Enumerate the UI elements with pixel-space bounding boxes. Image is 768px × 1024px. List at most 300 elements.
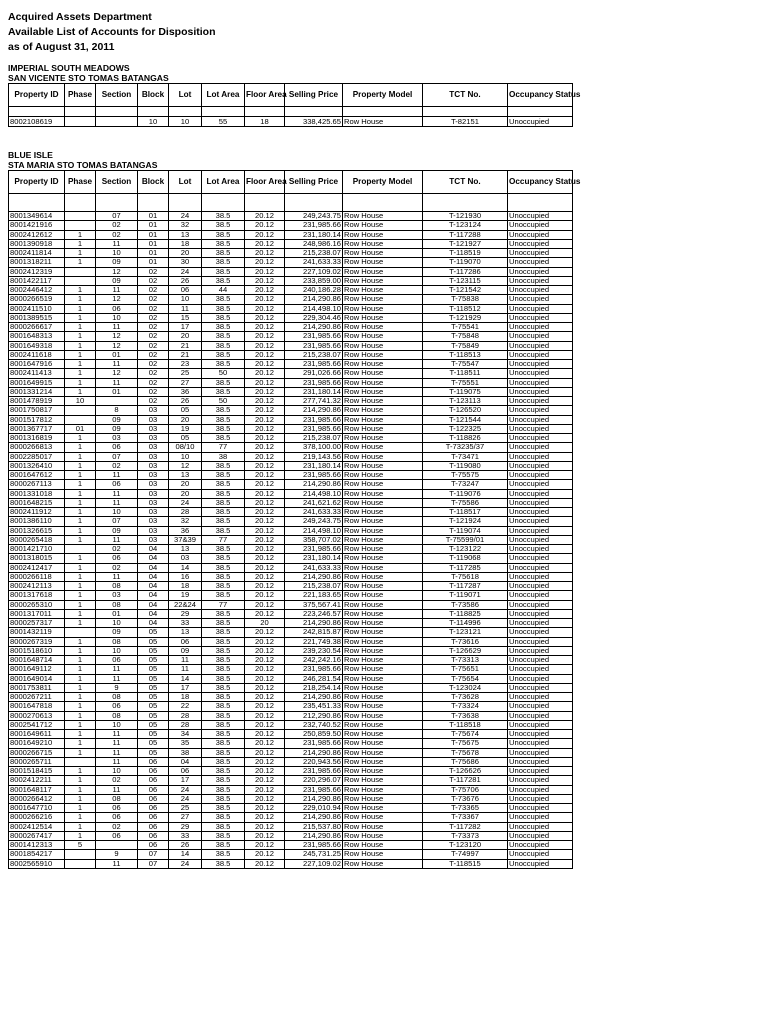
section-cell: 06	[96, 443, 138, 452]
selling-price-cell: 231,985.66	[285, 471, 343, 480]
occupancy-status-cell: Unoccupied	[508, 683, 573, 692]
lot-area-cell: 38.5	[202, 674, 245, 683]
property-model-cell: Row House	[343, 258, 423, 267]
property-model-cell: Row House	[343, 554, 423, 563]
property-id-cell: 8002411413	[9, 369, 65, 378]
table-row	[9, 526, 573, 535]
lot-cell: 04	[169, 757, 202, 766]
block-cell: 03	[138, 461, 169, 470]
occupancy-status-cell: Unoccupied	[508, 489, 573, 498]
lot-cell: 06	[169, 637, 202, 646]
section-cell: 12	[96, 332, 138, 341]
selling-price-cell: 233,859.00	[285, 276, 343, 285]
floor-area-cell: 20.12	[245, 730, 285, 739]
tct-no-cell: T-123122	[423, 545, 508, 554]
section-cell: 06	[96, 480, 138, 489]
floor-area-cell: 20.12	[245, 461, 285, 470]
block-cell: 06	[138, 767, 169, 776]
property-model-cell: Row House	[343, 591, 423, 600]
table-row	[9, 350, 573, 359]
floor-area-cell: 20.12	[245, 582, 285, 591]
section-cell: 09	[96, 276, 138, 285]
lot-area-cell: 38.5	[202, 813, 245, 822]
property-model-cell: Row House	[343, 304, 423, 313]
column-header-phase: Phase	[65, 171, 96, 194]
property-model-cell: Row House	[343, 757, 423, 766]
occupancy-status-cell: Unoccupied	[508, 785, 573, 794]
table-row	[9, 378, 573, 387]
blank-cell	[508, 194, 573, 212]
property-model-cell: Row House	[343, 239, 423, 248]
blank-cell	[285, 107, 343, 117]
table-row	[9, 767, 573, 776]
occupancy-status-cell: Unoccupied	[508, 258, 573, 267]
selling-price-cell: 231,985.66	[285, 378, 343, 387]
property-model-cell: Row House	[343, 609, 423, 618]
floor-area-cell: 20.12	[245, 591, 285, 600]
table-row	[9, 239, 573, 248]
table-row	[9, 720, 573, 729]
occupancy-status-cell: Unoccupied	[508, 748, 573, 757]
phase-cell: 1	[65, 350, 96, 359]
section-cell: 11	[96, 471, 138, 480]
section-cell: 07	[96, 212, 138, 221]
phase-cell: 1	[65, 498, 96, 507]
section-cell: 08	[96, 600, 138, 609]
property-model-cell: Row House	[343, 323, 423, 332]
block-cell: 04	[138, 563, 169, 572]
lot-cell: 20	[169, 480, 202, 489]
lot-cell: 03	[169, 554, 202, 563]
column-header-block: Block	[138, 171, 169, 194]
tct-no-cell: T-126520	[423, 406, 508, 415]
section-cell: 10	[96, 313, 138, 322]
occupancy-status-cell: Unoccupied	[508, 424, 573, 433]
lot-cell: 10	[169, 452, 202, 461]
phase-cell: 1	[65, 674, 96, 683]
selling-price-cell: 231,985.66	[285, 545, 343, 554]
section-location: STA MARIA STO TOMAS BATANGAS	[8, 160, 158, 170]
lot-cell: 06	[169, 286, 202, 295]
property-id-cell: 8001421710	[9, 545, 65, 554]
floor-area-cell: 20.12	[245, 387, 285, 396]
phase-cell: 1	[65, 822, 96, 831]
selling-price-cell: 241,621.62	[285, 498, 343, 507]
selling-price-cell: 241,633.33	[285, 563, 343, 572]
section-cell: 11	[96, 239, 138, 248]
block-cell: 05	[138, 665, 169, 674]
property-id-cell: 8001649112	[9, 665, 65, 674]
section-cell	[96, 117, 138, 127]
selling-price-cell: 221,749.38	[285, 637, 343, 646]
block-cell: 03	[138, 434, 169, 443]
selling-price-cell: 215,537.80	[285, 822, 343, 831]
phase-cell: 1	[65, 249, 96, 258]
selling-price-cell: 214,290.86	[285, 323, 343, 332]
selling-price-cell: 277,741.32	[285, 397, 343, 406]
selling-price-cell: 214,498.10	[285, 489, 343, 498]
tct-no-cell: T-123024	[423, 683, 508, 692]
lot-area-cell: 38.5	[202, 323, 245, 332]
tct-no-cell: T-118826	[423, 434, 508, 443]
block-cell: 03	[138, 489, 169, 498]
block-cell: 02	[138, 378, 169, 387]
section-cell: 02	[96, 545, 138, 554]
phase-cell: 1	[65, 600, 96, 609]
table-row	[9, 554, 573, 563]
column-header-lot-area: Lot Area	[202, 171, 245, 194]
tct-no-cell: T-75575	[423, 471, 508, 480]
property-model-cell: Row House	[343, 230, 423, 239]
occupancy-status-cell: Unoccupied	[508, 674, 573, 683]
property-model-cell: Row House	[343, 498, 423, 507]
block-cell: 05	[138, 628, 169, 637]
lot-area-cell: 38.5	[202, 212, 245, 221]
occupancy-status-cell: Unoccupied	[508, 323, 573, 332]
property-model-cell: Row House	[343, 415, 423, 424]
property-model-cell: Row House	[343, 535, 423, 544]
section-cell: 12	[96, 267, 138, 276]
property-model-cell: Row House	[343, 628, 423, 637]
section-cell: 10	[96, 720, 138, 729]
column-header-section: Section	[96, 84, 138, 107]
lot-area-cell: 38.5	[202, 517, 245, 526]
lot-cell: 20	[169, 332, 202, 341]
selling-price-cell: 231,180.14	[285, 461, 343, 470]
blank-cell	[9, 107, 65, 117]
block-cell: 03	[138, 406, 169, 415]
lot-cell: 24	[169, 859, 202, 868]
phase-cell: 1	[65, 443, 96, 452]
occupancy-status-cell: Unoccupied	[508, 545, 573, 554]
table-row	[9, 822, 573, 831]
selling-price-cell: 219,143.56	[285, 452, 343, 461]
lot-area-cell: 38.5	[202, 471, 245, 480]
property-model-cell: Row House	[343, 508, 423, 517]
lot-cell: 27	[169, 378, 202, 387]
floor-area-cell: 20.12	[245, 841, 285, 850]
table-row	[9, 674, 573, 683]
phase-cell: 1	[65, 609, 96, 618]
block-cell: 01	[138, 221, 169, 230]
lot-cell: 33	[169, 619, 202, 628]
property-model-cell: Row House	[343, 582, 423, 591]
property-id-cell: 8001518415	[9, 767, 65, 776]
block-cell: 02	[138, 397, 169, 406]
tct-no-cell: T-75675	[423, 739, 508, 748]
floor-area-cell: 20.12	[245, 313, 285, 322]
selling-price-cell: 227,109.02	[285, 859, 343, 868]
occupancy-status-cell: Unoccupied	[508, 831, 573, 840]
phase-cell: 1	[65, 295, 96, 304]
section-cell: 10	[96, 767, 138, 776]
tct-no-cell: T-75541	[423, 323, 508, 332]
tct-no-cell: T-75547	[423, 360, 508, 369]
lot-cell: 26	[169, 397, 202, 406]
selling-price-cell: 231,985.66	[285, 332, 343, 341]
occupancy-status-cell: Unoccupied	[508, 230, 573, 239]
lot-area-cell: 38.5	[202, 850, 245, 859]
lot-area-cell: 38.5	[202, 489, 245, 498]
floor-area-cell: 20.12	[245, 637, 285, 646]
selling-price-cell: 375,567.41	[285, 600, 343, 609]
floor-area-cell: 20.12	[245, 757, 285, 766]
block-cell: 05	[138, 730, 169, 739]
lot-area-cell: 38.5	[202, 665, 245, 674]
lot-area-cell: 38.5	[202, 831, 245, 840]
property-id-cell: 8002541712	[9, 720, 65, 729]
property-model-cell: Row House	[343, 276, 423, 285]
lot-cell: 32	[169, 221, 202, 230]
tct-no-cell: T-119070	[423, 258, 508, 267]
phase-cell: 1	[65, 286, 96, 295]
table-row	[9, 517, 573, 526]
lot-cell: 25	[169, 369, 202, 378]
lot-cell: 11	[169, 304, 202, 313]
occupancy-status-cell: Unoccupied	[508, 554, 573, 563]
lot-area-cell: 38.5	[202, 230, 245, 239]
lot-area-cell: 44	[202, 286, 245, 295]
property-model-cell: Row House	[343, 563, 423, 572]
lot-area-cell: 38.5	[202, 656, 245, 665]
block-cell: 03	[138, 535, 169, 544]
property-id-cell: 8001647818	[9, 702, 65, 711]
lot-area-cell: 77	[202, 443, 245, 452]
tct-no-cell: T-123113	[423, 397, 508, 406]
property-id-cell: 8001389515	[9, 313, 65, 322]
occupancy-status-cell: Unoccupied	[508, 813, 573, 822]
phase-cell: 1	[65, 767, 96, 776]
table-row	[9, 693, 573, 702]
phase-cell: 1	[65, 730, 96, 739]
block-cell: 02	[138, 350, 169, 359]
blank-cell	[508, 107, 573, 117]
floor-area-cell: 20.12	[245, 249, 285, 258]
block-cell: 02	[138, 360, 169, 369]
property-id-cell: 8001421916	[9, 221, 65, 230]
phase-cell: 1	[65, 591, 96, 600]
table-row	[9, 794, 573, 803]
selling-price-cell: 212,290.86	[285, 711, 343, 720]
phase-cell: 1	[65, 776, 96, 785]
selling-price-cell: 231,985.66	[285, 767, 343, 776]
section-cell: 09	[96, 258, 138, 267]
selling-price-cell: 241,633.33	[285, 258, 343, 267]
selling-price-cell: 215,238.07	[285, 582, 343, 591]
tct-no-cell: T-75651	[423, 665, 508, 674]
lot-cell: 21	[169, 341, 202, 350]
tct-no-cell: T-73676	[423, 794, 508, 803]
property-id-cell: 8001422117	[9, 276, 65, 285]
lot-area-cell: 38.5	[202, 739, 245, 748]
table-row	[9, 313, 573, 322]
property-model-cell: Row House	[343, 637, 423, 646]
property-id-cell: 8000265310	[9, 600, 65, 609]
table-row	[9, 850, 573, 859]
blank-cell	[202, 107, 245, 117]
table-body	[9, 194, 573, 869]
block-cell: 04	[138, 591, 169, 600]
phase-cell	[65, 212, 96, 221]
tct-no-cell: T-75686	[423, 757, 508, 766]
lot-cell: 14	[169, 850, 202, 859]
floor-area-cell: 20.12	[245, 785, 285, 794]
accounts-table	[8, 83, 581, 127]
block-cell: 04	[138, 600, 169, 609]
floor-area-cell: 20.12	[245, 378, 285, 387]
floor-area-cell: 20.12	[245, 683, 285, 692]
occupancy-status-cell: Unoccupied	[508, 757, 573, 766]
phase-cell: 1	[65, 471, 96, 480]
occupancy-status-cell: Unoccupied	[508, 563, 573, 572]
blank-cell	[423, 107, 508, 117]
tct-no-cell: T-117286	[423, 267, 508, 276]
block-cell: 02	[138, 341, 169, 350]
property-model-cell: Row House	[343, 526, 423, 535]
floor-area-cell: 20	[245, 619, 285, 628]
floor-area-cell: 20.12	[245, 443, 285, 452]
lot-area-cell: 38.5	[202, 221, 245, 230]
floor-area-cell: 20.12	[245, 369, 285, 378]
phase-cell: 1	[65, 461, 96, 470]
section-cell: 06	[96, 702, 138, 711]
phase-cell: 1	[65, 646, 96, 655]
table-row	[9, 813, 573, 822]
property-model-cell: Row House	[343, 387, 423, 396]
occupancy-status-cell: Unoccupied	[508, 656, 573, 665]
occupancy-status-cell: Unoccupied	[508, 332, 573, 341]
lot-area-cell: 38.5	[202, 387, 245, 396]
tct-no-cell: T-118513	[423, 350, 508, 359]
floor-area-cell: 18	[245, 117, 285, 127]
selling-price-cell: 240,186.28	[285, 286, 343, 295]
floor-area-cell: 20.12	[245, 508, 285, 517]
property-id-cell: 8001349614	[9, 212, 65, 221]
property-id-cell: 8001648313	[9, 332, 65, 341]
tct-no-cell: T-73638	[423, 711, 508, 720]
block-cell: 01	[138, 230, 169, 239]
property-model-cell: Row House	[343, 406, 423, 415]
selling-price-cell: 220,296.07	[285, 776, 343, 785]
section-cell: 10	[96, 508, 138, 517]
section-cell: 11	[96, 757, 138, 766]
property-model-cell: Row House	[343, 831, 423, 840]
tct-no-cell: T-123121	[423, 628, 508, 637]
occupancy-status-cell: Unoccupied	[508, 739, 573, 748]
column-header-tct-no: TCT No.	[423, 171, 508, 194]
tct-no-cell: T-118825	[423, 609, 508, 618]
lot-area-cell: 38.5	[202, 498, 245, 507]
lot-cell: 10	[169, 117, 202, 127]
lot-area-cell: 38.5	[202, 804, 245, 813]
table-row	[9, 637, 573, 646]
block-cell: 02	[138, 313, 169, 322]
tct-no-cell: T-75599/01	[423, 535, 508, 544]
property-id-cell: 8001317011	[9, 609, 65, 618]
property-model-cell: Row House	[343, 674, 423, 683]
lot-cell: 09	[169, 646, 202, 655]
tct-no-cell: T-121544	[423, 415, 508, 424]
block-cell: 05	[138, 656, 169, 665]
lot-area-cell: 38.5	[202, 609, 245, 618]
floor-area-cell: 20.12	[245, 739, 285, 748]
tct-no-cell: T-75654	[423, 674, 508, 683]
column-header-lot: Lot	[169, 171, 202, 194]
phase-cell	[65, 117, 96, 127]
phase-cell: 1	[65, 656, 96, 665]
blank-cell	[423, 194, 508, 212]
property-id-cell: 8002108619	[9, 117, 65, 127]
lot-cell: 37&39	[169, 535, 202, 544]
property-model-cell: Row House	[343, 221, 423, 230]
occupancy-status-cell: Unoccupied	[508, 517, 573, 526]
occupancy-status-cell: Unoccupied	[508, 711, 573, 720]
property-model-cell: Row House	[343, 117, 423, 127]
occupancy-status-cell: Unoccupied	[508, 221, 573, 230]
column-header-floor-area: Floor Area	[245, 84, 285, 107]
phase-cell: 1	[65, 258, 96, 267]
lot-cell: 16	[169, 572, 202, 581]
property-id-cell: 8001753811	[9, 683, 65, 692]
lot-cell: 24	[169, 212, 202, 221]
table-row	[9, 295, 573, 304]
floor-area-cell: 20.12	[245, 646, 285, 655]
block-cell: 06	[138, 785, 169, 794]
tct-no-cell: T-75838	[423, 295, 508, 304]
floor-area-cell: 20.12	[245, 813, 285, 822]
tct-no-cell: T-119080	[423, 461, 508, 470]
occupancy-status-cell: Unoccupied	[508, 693, 573, 702]
property-id-cell: 8001331214	[9, 387, 65, 396]
selling-price-cell: 231,985.66	[285, 739, 343, 748]
block-cell: 05	[138, 748, 169, 757]
occupancy-status-cell: Unoccupied	[508, 730, 573, 739]
block-cell: 05	[138, 646, 169, 655]
selling-price-cell: 242,815.87	[285, 628, 343, 637]
column-header-lot: Lot	[169, 84, 202, 107]
lot-area-cell: 38.5	[202, 619, 245, 628]
floor-area-cell: 20.12	[245, 517, 285, 526]
block-cell: 05	[138, 683, 169, 692]
lot-area-cell: 38.5	[202, 249, 245, 258]
tct-no-cell: T-75674	[423, 730, 508, 739]
tct-no-cell: T-73313	[423, 656, 508, 665]
selling-price-cell: 358,707.02	[285, 535, 343, 544]
property-id-cell: 8000266216	[9, 813, 65, 822]
lot-area-cell: 38.5	[202, 563, 245, 572]
section-cell: 11	[96, 360, 138, 369]
lot-area-cell: 38.5	[202, 258, 245, 267]
column-header-occupancy-status: Occupancy Status	[508, 171, 573, 194]
property-model-cell: Row House	[343, 443, 423, 452]
property-id-cell: 8001648117	[9, 785, 65, 794]
lot-area-cell: 38.5	[202, 582, 245, 591]
section-cell: 11	[96, 785, 138, 794]
blank-cell	[65, 194, 96, 212]
selling-price-cell: 231,180.14	[285, 230, 343, 239]
occupancy-status-cell: Unoccupied	[508, 850, 573, 859]
floor-area-cell: 20.12	[245, 434, 285, 443]
lot-cell: 20	[169, 489, 202, 498]
floor-area-cell: 20.12	[245, 600, 285, 609]
property-model-cell: Row House	[343, 332, 423, 341]
property-id-cell: 8000266519	[9, 295, 65, 304]
tct-no-cell: T-119068	[423, 554, 508, 563]
phase-cell: 1	[65, 794, 96, 803]
tct-no-cell: T-117285	[423, 563, 508, 572]
table-row	[9, 572, 573, 581]
property-model-cell: Row House	[343, 850, 423, 859]
